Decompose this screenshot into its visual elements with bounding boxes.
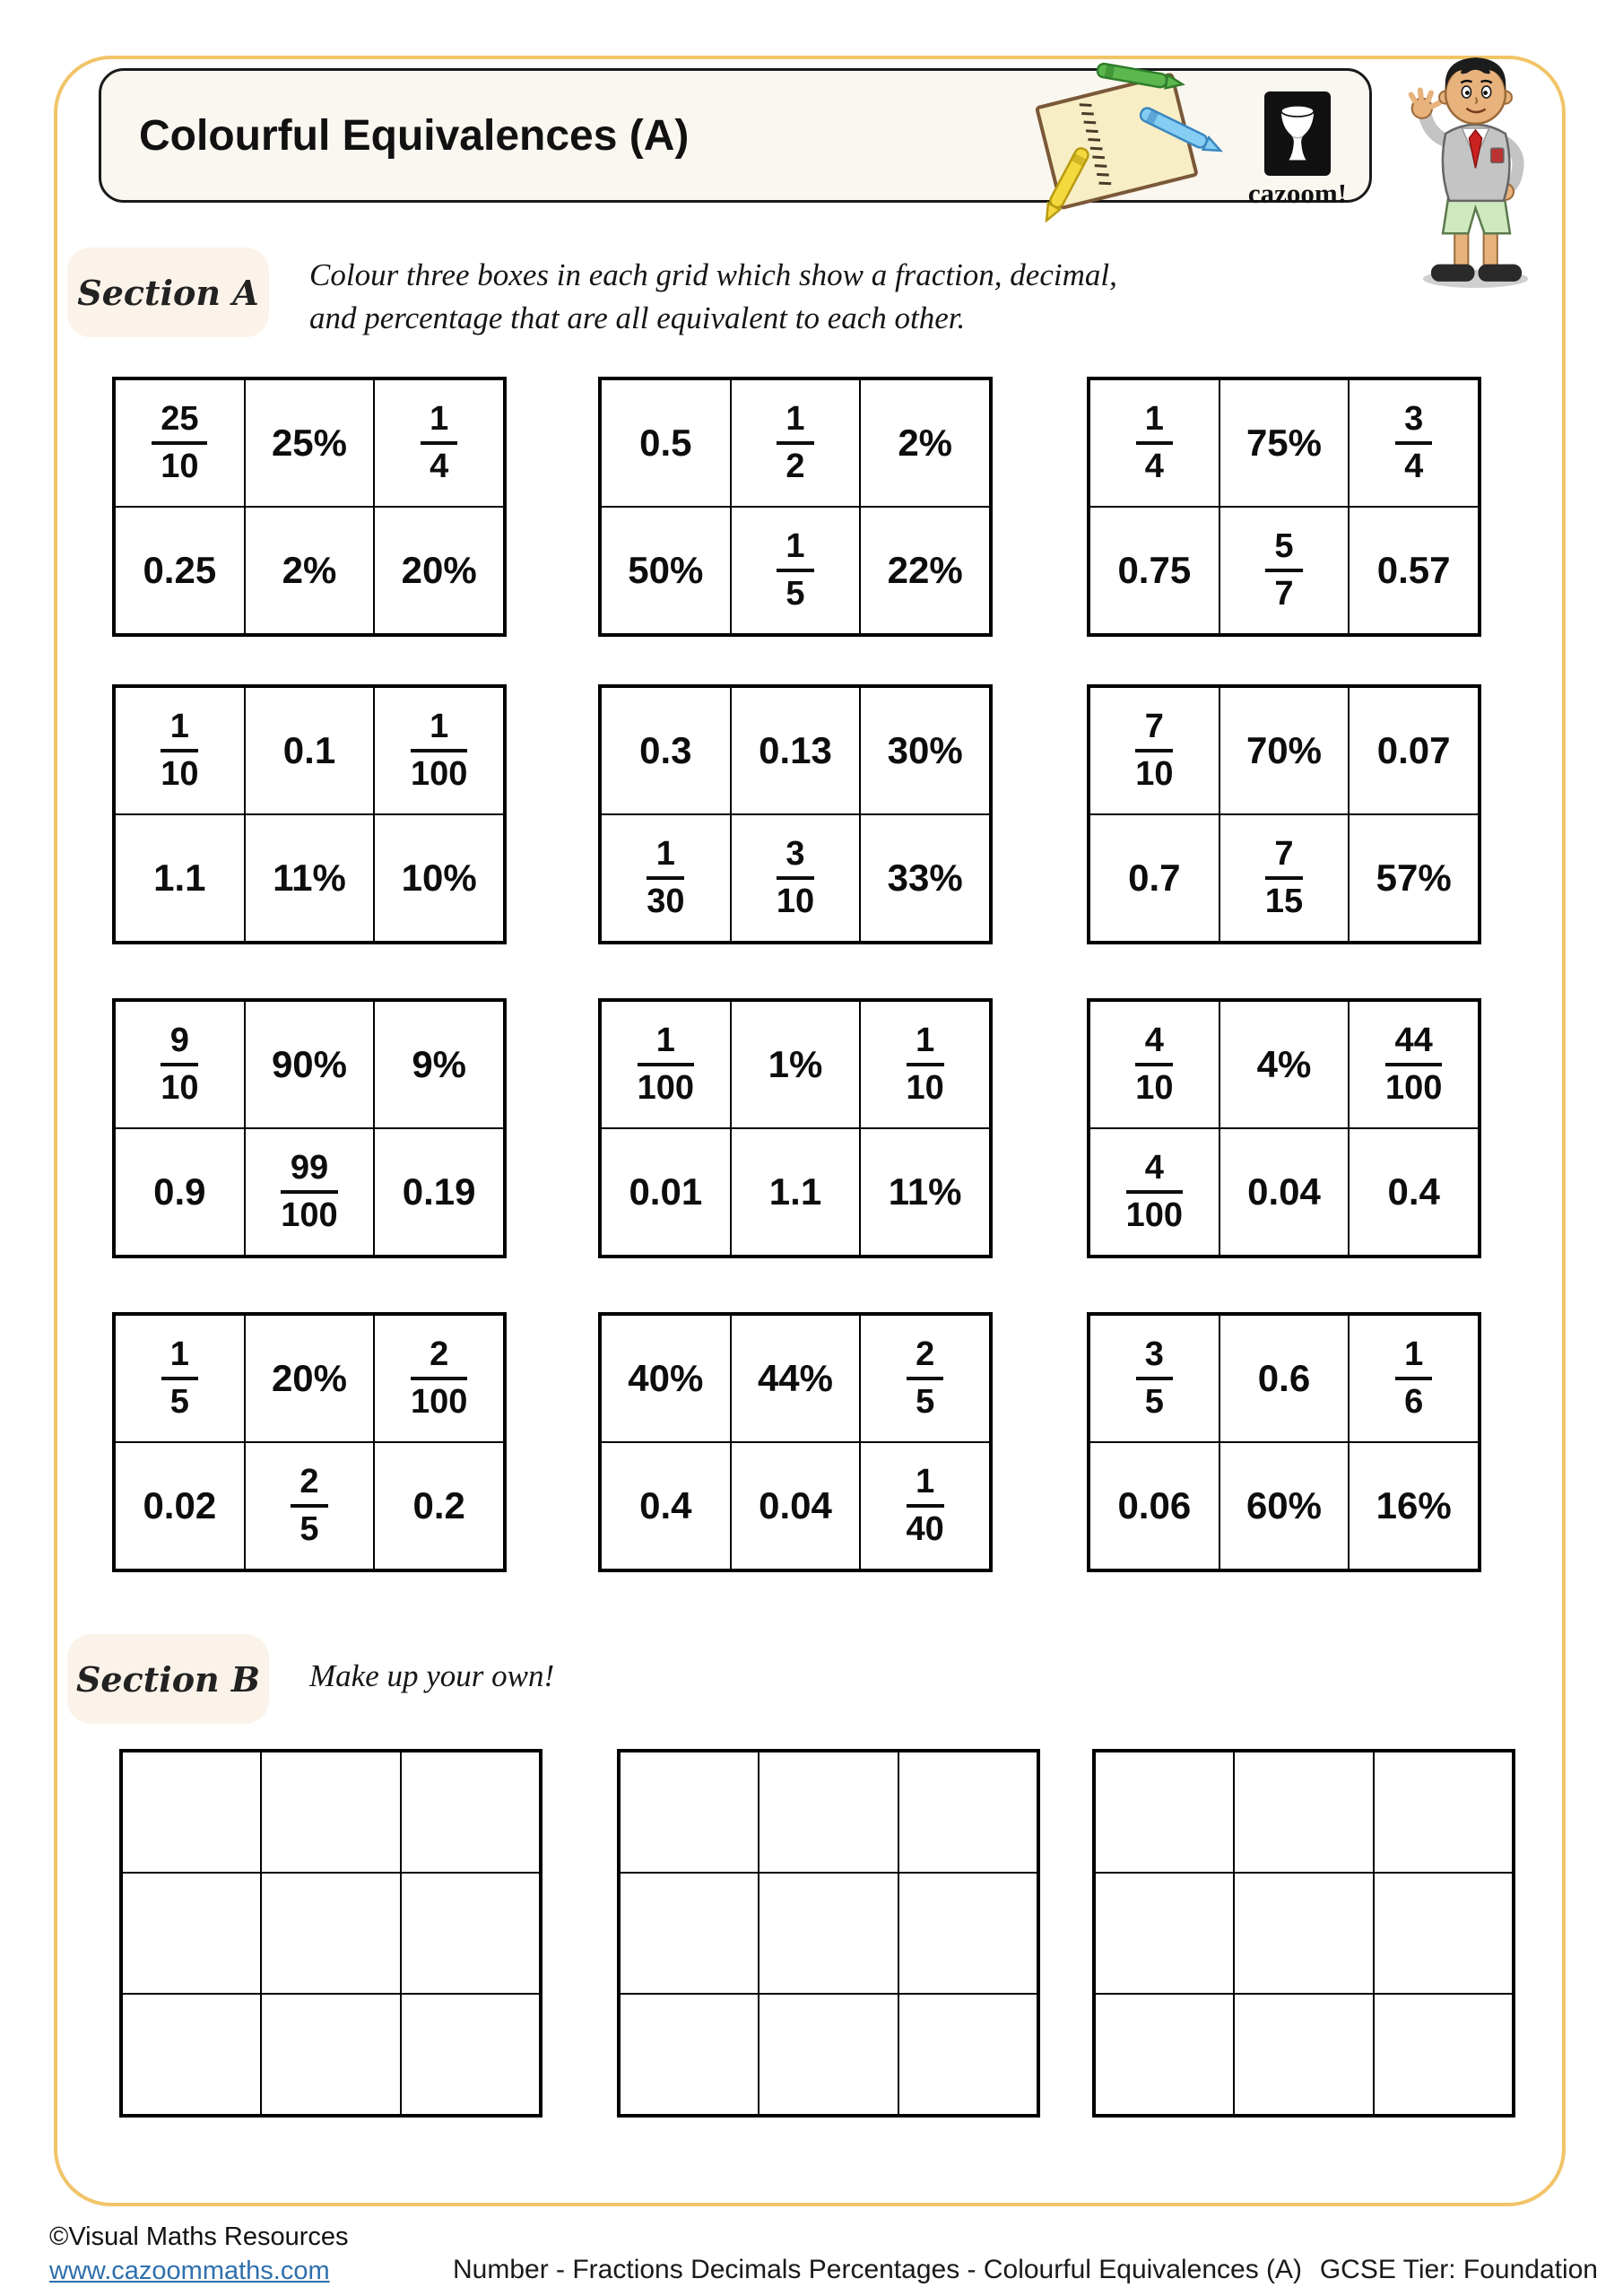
grid-cell[interactable] [401,1994,540,2115]
grid-cell[interactable] [860,1315,990,1442]
fraction-value: $\frac{1}{4}$ [421,401,457,485]
notebook-crayons-illustration [1004,52,1255,222]
grid-cell[interactable] [115,687,245,814]
grid-cell[interactable] [860,507,990,634]
grid-cell[interactable] [1089,1001,1219,1128]
grid-cell[interactable] [1219,507,1350,634]
grid-cell[interactable] [731,1001,861,1128]
grid-cell[interactable] [122,1752,261,1873]
fraction-value: $\frac{1}{5}$ [777,528,813,613]
cell-value: 60% [1245,1484,1323,1526]
grid-cell[interactable] [261,1752,400,1873]
grid-cell[interactable] [898,1873,1037,1994]
empty-grid [119,1749,542,2118]
cell-value: 75% [1245,422,1323,464]
grid-cell[interactable] [1089,379,1219,507]
grid-cell[interactable] [1374,1994,1513,2115]
grid-cell[interactable] [860,379,990,507]
grid-cell[interactable] [1234,1752,1373,1873]
equivalence-grid [1087,998,1481,1258]
cell-value: 20% [271,1357,348,1399]
cell-value: 0.13 [759,729,832,771]
grid-cell[interactable] [374,1001,504,1128]
grid-cell[interactable] [1219,379,1350,507]
grid-cell[interactable] [115,1001,245,1128]
grid-cell[interactable] [115,507,245,634]
cazoom-logo-text: cazoom! [1247,178,1348,209]
grid-cell[interactable] [601,1315,731,1442]
cell-value: 40% [628,1357,704,1399]
fraction-value: $\frac{1}{10}$ [906,1021,944,1107]
grid-cell[interactable] [601,687,731,814]
cell-value: 0.6 [1257,1357,1311,1399]
grid-cell[interactable] [1219,1442,1350,1570]
cell-value: 1.1 [153,857,206,899]
cell-value: 20% [401,549,477,591]
fraction-value: $\frac{2}{5}$ [907,1336,943,1421]
grid-cell[interactable] [1219,1001,1350,1128]
grid-cell[interactable] [601,814,731,942]
cell-value: 0.57 [1376,549,1451,591]
grid-cell[interactable] [860,1128,990,1256]
equivalence-grid [598,998,993,1258]
grid-cell[interactable] [1089,1315,1219,1442]
grid-cell[interactable] [1349,1128,1479,1256]
grid-cell[interactable] [245,1315,375,1442]
drum-icon [1264,91,1331,176]
cell-value: 0.1 [282,729,336,771]
grid-cell[interactable] [245,687,375,814]
grid-cell[interactable] [374,379,504,507]
section-b-instruction: Make up your own! [309,1658,555,1693]
grid-cell[interactable] [245,507,375,634]
fraction-value: $\frac{4}{100}$ [1125,1148,1184,1234]
grid-cell[interactable] [759,1994,898,2115]
grid-cell[interactable] [1374,1752,1513,1873]
cell-value: 0.02 [143,1484,217,1526]
cell-value: 0.25 [143,549,217,591]
cell-value: 0.2 [412,1484,465,1526]
grid-cell[interactable] [401,1752,540,1873]
grid-cell[interactable] [601,1128,731,1256]
instruction-line: and percentage that are all equivalent to each other. [309,300,966,336]
fraction-value: $\frac{7}{15}$ [1264,834,1304,920]
grid-cell[interactable] [1219,814,1350,942]
fraction-value: $\frac{1}{100}$ [637,1021,695,1107]
cell-value: 0.01 [629,1170,703,1213]
grid-cell[interactable] [1349,1442,1479,1570]
grid-cell[interactable] [860,687,990,814]
cell-value: 70% [1245,729,1323,771]
grid-cell[interactable] [1089,1128,1219,1256]
grid-cell[interactable] [1349,1001,1479,1128]
grid-cell[interactable] [1095,1752,1234,1873]
fraction-value: $\frac{3}{4}$ [1395,401,1432,485]
grid-cell[interactable] [620,1994,759,2115]
grid-cell[interactable] [115,814,245,942]
grid-cell[interactable] [898,1752,1037,1873]
grid-cell[interactable] [1219,1315,1350,1442]
grid-cell[interactable] [731,687,861,814]
grid-cell[interactable] [1234,1873,1373,1994]
equivalence-grid [1087,1312,1481,1572]
grid-cell[interactable] [374,814,504,942]
cell-value: 30% [887,729,963,771]
grid-cell[interactable] [1234,1994,1373,2115]
grid-cell[interactable] [374,1315,504,1442]
cell-value: 1.1 [768,1170,822,1213]
footer-tier: GCSE Tier: Foundation [1319,2255,1598,2284]
grid-cell[interactable] [620,1752,759,1873]
grid-cell[interactable] [245,1442,375,1570]
fraction-value: $\frac{9}{10}$ [161,1021,199,1107]
cell-value: 0.9 [153,1170,206,1213]
fraction-value: $\frac{5}{7}$ [1265,528,1302,613]
grid-cell[interactable] [115,1442,245,1570]
grid-cell[interactable] [601,1001,731,1128]
grid-cell[interactable] [115,1128,245,1256]
grid-cell[interactable] [122,1873,261,1994]
empty-grid [1092,1749,1515,2118]
grid-cell[interactable] [245,814,375,942]
cell-value: 1% [768,1043,823,1085]
grid-cell[interactable] [759,1873,898,1994]
cell-value: 0.75 [1117,549,1192,591]
cell-value: 22% [887,549,963,591]
grid-cell[interactable] [115,1315,245,1442]
grid-cell[interactable] [245,379,375,507]
cell-value: 0.04 [1247,1170,1321,1213]
equivalence-grid [112,1312,507,1572]
cell-value: 9% [412,1043,467,1085]
boy-character-illustration [1388,50,1563,291]
equivalence-grid [112,998,507,1258]
fraction-value: $\frac{99}{100}$ [281,1148,338,1234]
grid-cell[interactable] [601,1442,731,1570]
grid-cell[interactable] [245,1128,375,1256]
grid-cell[interactable] [374,1442,504,1570]
fraction-value: $\frac{1}{30}$ [647,834,685,920]
fraction-value: $\frac{1}{4}$ [1136,401,1173,485]
grid-cell[interactable] [731,814,861,942]
cell-value: 25% [271,422,348,464]
fraction-value: $\frac{1}{40}$ [906,1462,944,1548]
fraction-value: $\frac{1}{2}$ [777,401,813,485]
grid-cell[interactable] [1095,1873,1234,1994]
cell-value: 11% [888,1170,962,1213]
grid-cell[interactable] [1349,1315,1479,1442]
grid-cell[interactable] [601,507,731,634]
cell-value: 0.19 [402,1170,476,1213]
equivalence-grid [598,377,993,637]
cell-value: 4% [1256,1043,1312,1085]
grid-cell[interactable] [1219,1128,1350,1256]
section-a-label: Section A [67,248,269,337]
grid-cell[interactable] [261,1873,400,1994]
equivalence-grid [112,377,507,637]
grid-cell[interactable] [245,1001,375,1128]
fraction-value: $\frac{2}{100}$ [410,1335,468,1421]
grid-cell[interactable] [1095,1994,1234,2115]
page-title: Colourful Equivalences (A) [139,111,690,160]
grid-cell[interactable] [860,814,990,942]
grid-cell[interactable] [1089,687,1219,814]
cell-value: 10% [401,857,477,899]
equivalence-grid [112,684,507,944]
footer-website-link[interactable]: www.cazoommaths.com [49,2257,330,2285]
grid-cell[interactable] [731,379,861,507]
grid-cell[interactable] [1089,1442,1219,1570]
grid-cell[interactable] [1349,814,1479,942]
cazoom-logo [1230,91,1365,210]
fraction-value: $\frac{4}{10}$ [1135,1021,1174,1107]
cell-value: 0.4 [639,1484,692,1526]
fraction-value: $\frac{1}{100}$ [410,707,468,793]
grid-cell[interactable] [1374,1873,1513,1994]
cell-value: 33% [887,857,963,899]
cell-value: 44% [757,1357,834,1399]
fraction-value: $\frac{25}{10}$ [152,401,207,485]
fraction-value: $\frac{3}{5}$ [1136,1336,1173,1421]
grid-cell[interactable] [1089,507,1219,634]
grid-cell[interactable] [731,1315,861,1442]
equivalence-grid [598,684,993,944]
grid-cell[interactable] [1089,814,1219,942]
grid-cell[interactable] [731,507,861,634]
cell-value: 2% [282,549,337,591]
grid-cell[interactable] [1349,687,1479,814]
cell-value: 0.7 [1128,857,1181,899]
cell-value: 0.5 [639,422,692,464]
cell-value: 50% [628,549,704,591]
cell-value: 0.07 [1376,729,1451,771]
grid-cell[interactable] [1349,379,1479,507]
grid-cell[interactable] [759,1752,898,1873]
cell-value: 2% [898,422,953,464]
grid-cell[interactable] [374,1128,504,1256]
cell-value: 57% [1376,857,1452,899]
instruction-line: Colour three boxes in each grid which show a fraction, decimal, [309,257,1117,292]
empty-grid [617,1749,1040,2118]
grid-cell[interactable] [1219,687,1350,814]
grid-cell[interactable] [261,1994,400,2115]
cell-value: 0.04 [759,1484,832,1526]
fraction-value: $\frac{3}{10}$ [776,834,815,920]
fraction-value: $\frac{7}{10}$ [1135,707,1174,793]
grid-cell[interactable] [374,507,504,634]
section-a-instruction [309,254,1117,341]
grid-cell[interactable] [374,687,504,814]
fraction-value: $\frac{1}{10}$ [161,707,199,793]
grid-cell[interactable] [1349,507,1479,634]
equivalence-grid [598,1312,993,1572]
equivalence-grid [1087,377,1481,637]
grid-cell[interactable] [731,1128,861,1256]
grid-cell[interactable] [898,1994,1037,2115]
grid-cell[interactable] [860,1001,990,1128]
cell-value: 16% [1376,1484,1452,1526]
fraction-value: $\frac{1}{6}$ [1395,1336,1432,1421]
fraction-value: $\frac{44}{100}$ [1384,1021,1443,1107]
grid-cell[interactable] [115,379,245,507]
cell-value: 0.3 [639,729,692,771]
cell-value: 90% [271,1043,348,1085]
section-b-label: Section B [67,1634,269,1724]
fraction-value: $\frac{2}{5}$ [291,1464,327,1548]
grid-cell[interactable] [401,1873,540,1994]
cell-value: 11% [273,857,346,899]
cell-value: 0.06 [1117,1484,1192,1526]
equivalence-grid [1087,684,1481,944]
footer-topic: Number - Fractions Decimals Percentages - Colourful Equivalences (A) [453,2255,1303,2284]
grid-cell[interactable] [860,1442,990,1570]
cell-value: 0.4 [1387,1170,1440,1213]
grid-cell[interactable] [731,1442,861,1570]
grid-cell[interactable] [122,1994,261,2115]
footer-copyright: ©Visual Maths Resources [49,2222,349,2251]
grid-cell[interactable] [620,1873,759,1994]
fraction-value: $\frac{1}{5}$ [161,1336,198,1421]
grid-cell[interactable] [601,379,731,507]
